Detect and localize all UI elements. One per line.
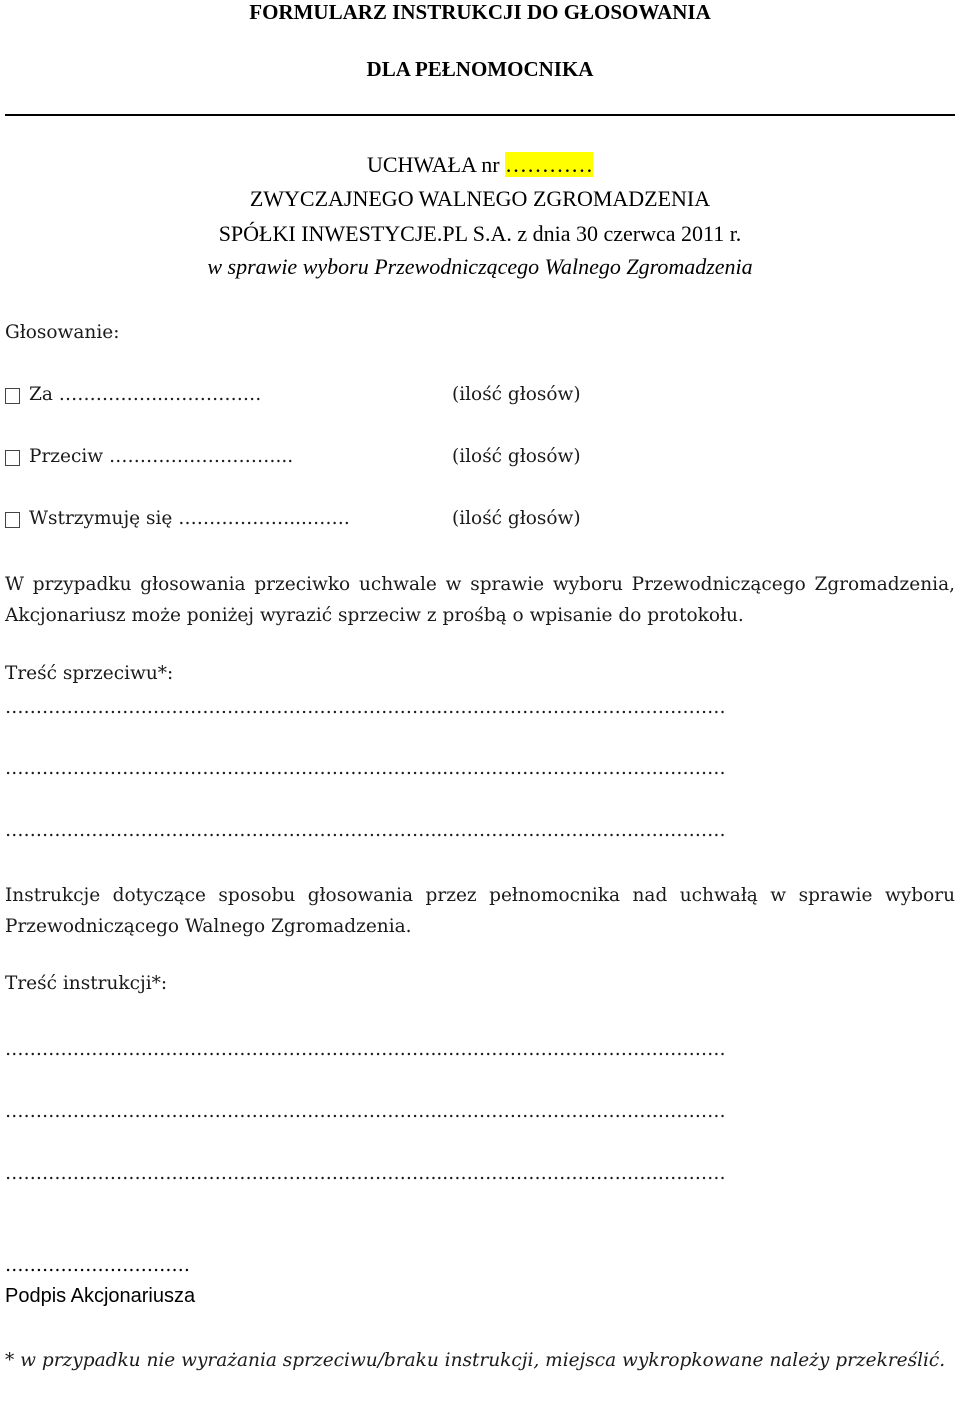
vote-count-label-for: (ilość głosów)	[452, 384, 581, 405]
vote-count-label-against: (ilość głosów)	[452, 446, 581, 467]
instructions-line-1[interactable]: ……………………………………………………………...………………………………………	[5, 1039, 726, 1060]
footnote: * w przypadku nie wyrażania sprzeciwu/braku instrukcji, miejsca wykropkowane należy przekreślić.	[5, 1350, 946, 1371]
checkbox-for[interactable]	[5, 388, 20, 404]
vote-option-against[interactable]	[5, 446, 293, 467]
signature-label: Podpis Akcjonariusza	[5, 1285, 196, 1307]
resolution-number-line	[0, 152, 960, 178]
resolution-number-label: UCHWAŁA nr	[366, 152, 500, 177]
title-divider	[5, 114, 955, 116]
objection-info-paragraph: W przypadku głosowania przeciwko uchwale w sprawie wyboru Przewodniczącego Zgromadzenia, Akcjonariusz może poniżej wyrazić sprzeciw z prośbą o wpisanie do protokołu.	[5, 574, 955, 626]
voting-label: Głosowanie:	[5, 322, 120, 343]
checkbox-against[interactable]	[5, 450, 20, 466]
vote-option-abstain-label: Wstrzymuję się ………………...…….	[29, 508, 350, 529]
objection-line-1[interactable]: ……………………………………………………………...………………………………………	[5, 697, 726, 718]
resolution-subject: w sprawie wyboru Przewodniczącego Walnego Zgromadzenia	[207, 254, 753, 279]
vote-option-for-label: Za ……………...……………	[29, 384, 262, 405]
instructions-label: Treść instrukcji*:	[5, 973, 168, 994]
objection-line-3[interactable]: ……………………………………………………………...………………………………………	[5, 820, 726, 841]
vote-option-for[interactable]	[5, 384, 261, 405]
objection-label: Treść sprzeciwu*:	[5, 663, 174, 684]
signature-line[interactable]: …………………………	[5, 1255, 190, 1276]
instructions-info-paragraph: Instrukcje dotyczące sposobu głosowania przez pełnomocnika nad uchwałą w sprawie wyboru Przewodniczącego Walnego Zgromadzenia.	[5, 885, 955, 937]
resolution-number-field[interactable]: …………	[505, 152, 594, 177]
objection-line-2[interactable]: ……………………………………………………………...………………………………………	[5, 758, 726, 779]
checkbox-abstain[interactable]	[5, 512, 20, 528]
form-subtitle: DLA PEŁNOMOCNIKA	[366, 57, 594, 81]
vote-option-abstain[interactable]	[5, 508, 350, 529]
form-title: FORMULARZ INSTRUKCJI DO GŁOSOWANIA	[249, 0, 711, 24]
instructions-line-2[interactable]: ……………………………………………………………...………………………………………	[5, 1101, 726, 1122]
instructions-line-3[interactable]: ……………………………………………………………...………………………………………	[5, 1163, 726, 1184]
company-and-date: SPÓŁKI INWESTYCJE.PL S.A. z dnia 30 czerwca 2011 r.	[218, 221, 742, 246]
vote-option-against-label: Przeciw ………………………...	[29, 446, 294, 467]
vote-count-label-abstain: (ilość głosów)	[452, 508, 581, 529]
meeting-name: ZWYCZAJNEGO WALNEGO ZGROMADZENIA	[249, 186, 711, 211]
